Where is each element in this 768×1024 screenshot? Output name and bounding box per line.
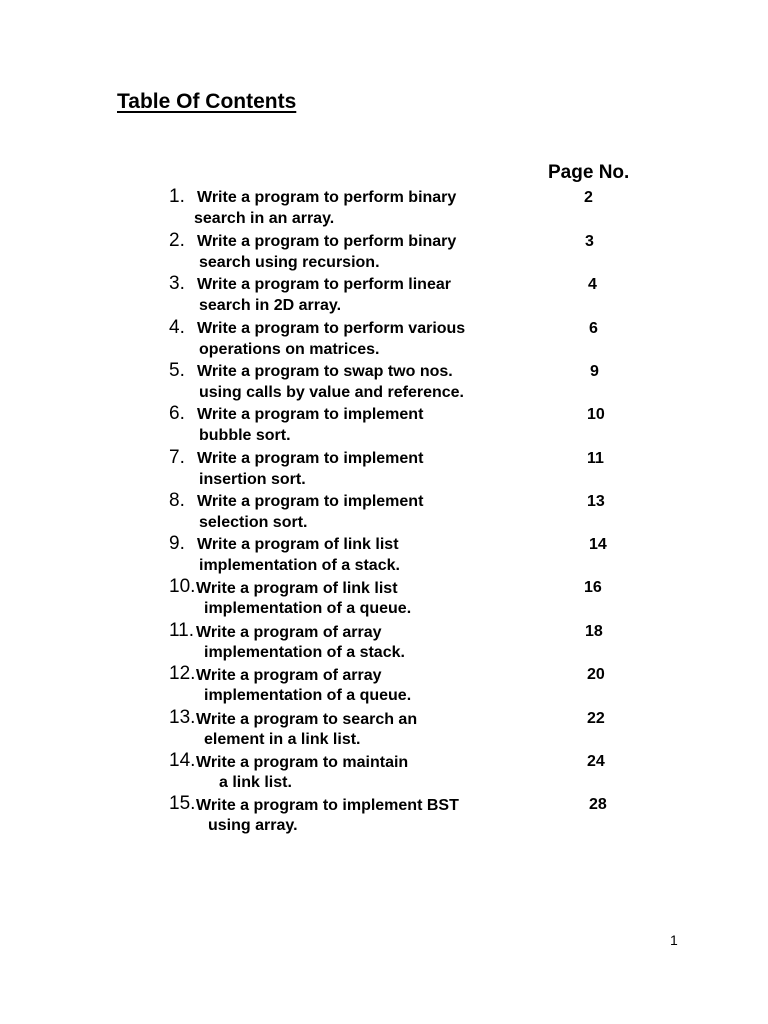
toc-item-page: 9 xyxy=(590,363,599,380)
toc-item-title-continued: implementation of a queue. xyxy=(204,687,412,704)
toc-item xyxy=(0,404,768,446)
toc-item-title: Write a program to implement BST xyxy=(196,797,459,814)
page-no-column-header: Page No. xyxy=(548,162,630,183)
toc-item-number: 3. xyxy=(169,273,185,294)
toc-item-title-continued: search in an array. xyxy=(194,210,335,227)
toc-item-number: 8. xyxy=(169,490,185,511)
toc-item-title: Write a program to maintain xyxy=(196,754,409,771)
toc-item-number: 4. xyxy=(169,317,185,338)
toc-item-page: 24 xyxy=(587,753,605,770)
toc-item-page: 22 xyxy=(587,710,605,727)
toc-item-title-continued: search using recursion. xyxy=(199,254,380,271)
toc-item-number: 2. xyxy=(169,230,185,251)
toc-item xyxy=(0,231,768,273)
page-number: 1 xyxy=(670,932,678,948)
toc-item-title: Write a program to implement xyxy=(197,493,424,510)
toc-item-page: 11 xyxy=(587,450,604,467)
toc-item xyxy=(0,491,768,533)
toc-item xyxy=(0,577,768,619)
toc-item-title: Write a program of link list xyxy=(197,536,399,553)
toc-item-number: 15. xyxy=(169,793,196,814)
toc-item xyxy=(0,274,768,316)
toc-item-title-continued: using array. xyxy=(208,817,298,834)
toc-item-number: 12. xyxy=(169,663,196,684)
toc-item-title: Write a program to implement xyxy=(197,450,424,467)
toc-item-number: 13. xyxy=(169,707,196,728)
toc-item-page: 13 xyxy=(587,493,605,510)
toc-item-title-continued: selection sort. xyxy=(199,514,308,531)
toc-item-page: 28 xyxy=(589,796,607,813)
toc-item-page: 6 xyxy=(589,320,598,337)
toc-item xyxy=(0,751,768,793)
toc-item-title-continued: using calls by value and reference. xyxy=(199,384,464,401)
toc-item xyxy=(0,708,768,750)
toc-item xyxy=(0,361,768,403)
toc-item xyxy=(0,794,768,836)
toc-item-page: 3 xyxy=(585,233,594,250)
toc-item-page: 16 xyxy=(584,579,602,596)
toc-item-title-continued: a link list. xyxy=(219,774,292,791)
toc-item xyxy=(0,448,768,490)
page-title: Table Of Contents xyxy=(117,90,297,113)
toc-item xyxy=(0,318,768,360)
toc-item-title-continued: implementation of a queue. xyxy=(204,600,412,617)
toc-item-title: Write a program of array xyxy=(196,624,382,641)
toc-item-page: 4 xyxy=(588,276,597,293)
toc-item-title-continued: element in a link list. xyxy=(204,731,361,748)
toc-item-number: 6. xyxy=(169,403,185,424)
toc-item-number: 5. xyxy=(169,360,185,381)
toc-item-title: Write a program to swap two nos. xyxy=(197,363,453,380)
toc-item-title: Write a program of array xyxy=(196,667,382,684)
toc-item-title-continued: search in 2D array. xyxy=(199,297,342,314)
toc-item xyxy=(0,187,768,229)
toc-item-number: 14. xyxy=(169,750,196,771)
toc-item-title-continued: insertion sort. xyxy=(199,471,306,488)
toc-item xyxy=(0,664,768,706)
toc-item-number: 7. xyxy=(169,447,185,468)
toc-item-title: Write a program of link list xyxy=(196,580,398,597)
toc-item-page: 18 xyxy=(585,623,603,640)
toc-item-title: Write a program to perform binary xyxy=(197,233,457,250)
toc-item xyxy=(0,621,768,663)
toc-item-title: Write a program to perform binary xyxy=(197,189,457,206)
toc-item-page: 20 xyxy=(587,666,605,683)
toc-item-page: 10 xyxy=(587,406,605,423)
toc-item-number: 10. xyxy=(169,576,196,597)
toc-item-number: 11. xyxy=(169,620,195,641)
toc-item-title: Write a program to perform various xyxy=(197,320,466,337)
toc-item-title-continued: implementation of a stack. xyxy=(204,644,405,661)
toc-item-title: Write a program to implement xyxy=(197,406,424,423)
toc-item-number: 9. xyxy=(169,533,185,554)
toc-item-title-continued: bubble sort. xyxy=(199,427,291,444)
toc-item-title: Write a program to perform linear xyxy=(197,276,451,293)
toc-item-page: 2 xyxy=(584,189,593,206)
toc-item-page: 14 xyxy=(589,536,607,553)
toc-item-number: 1. xyxy=(169,186,185,207)
toc-item-title-continued: operations on matrices. xyxy=(199,341,380,358)
toc-item-title: Write a program to search an xyxy=(196,711,418,728)
toc-item xyxy=(0,534,768,576)
toc-item-title-continued: implementation of a stack. xyxy=(199,557,400,574)
